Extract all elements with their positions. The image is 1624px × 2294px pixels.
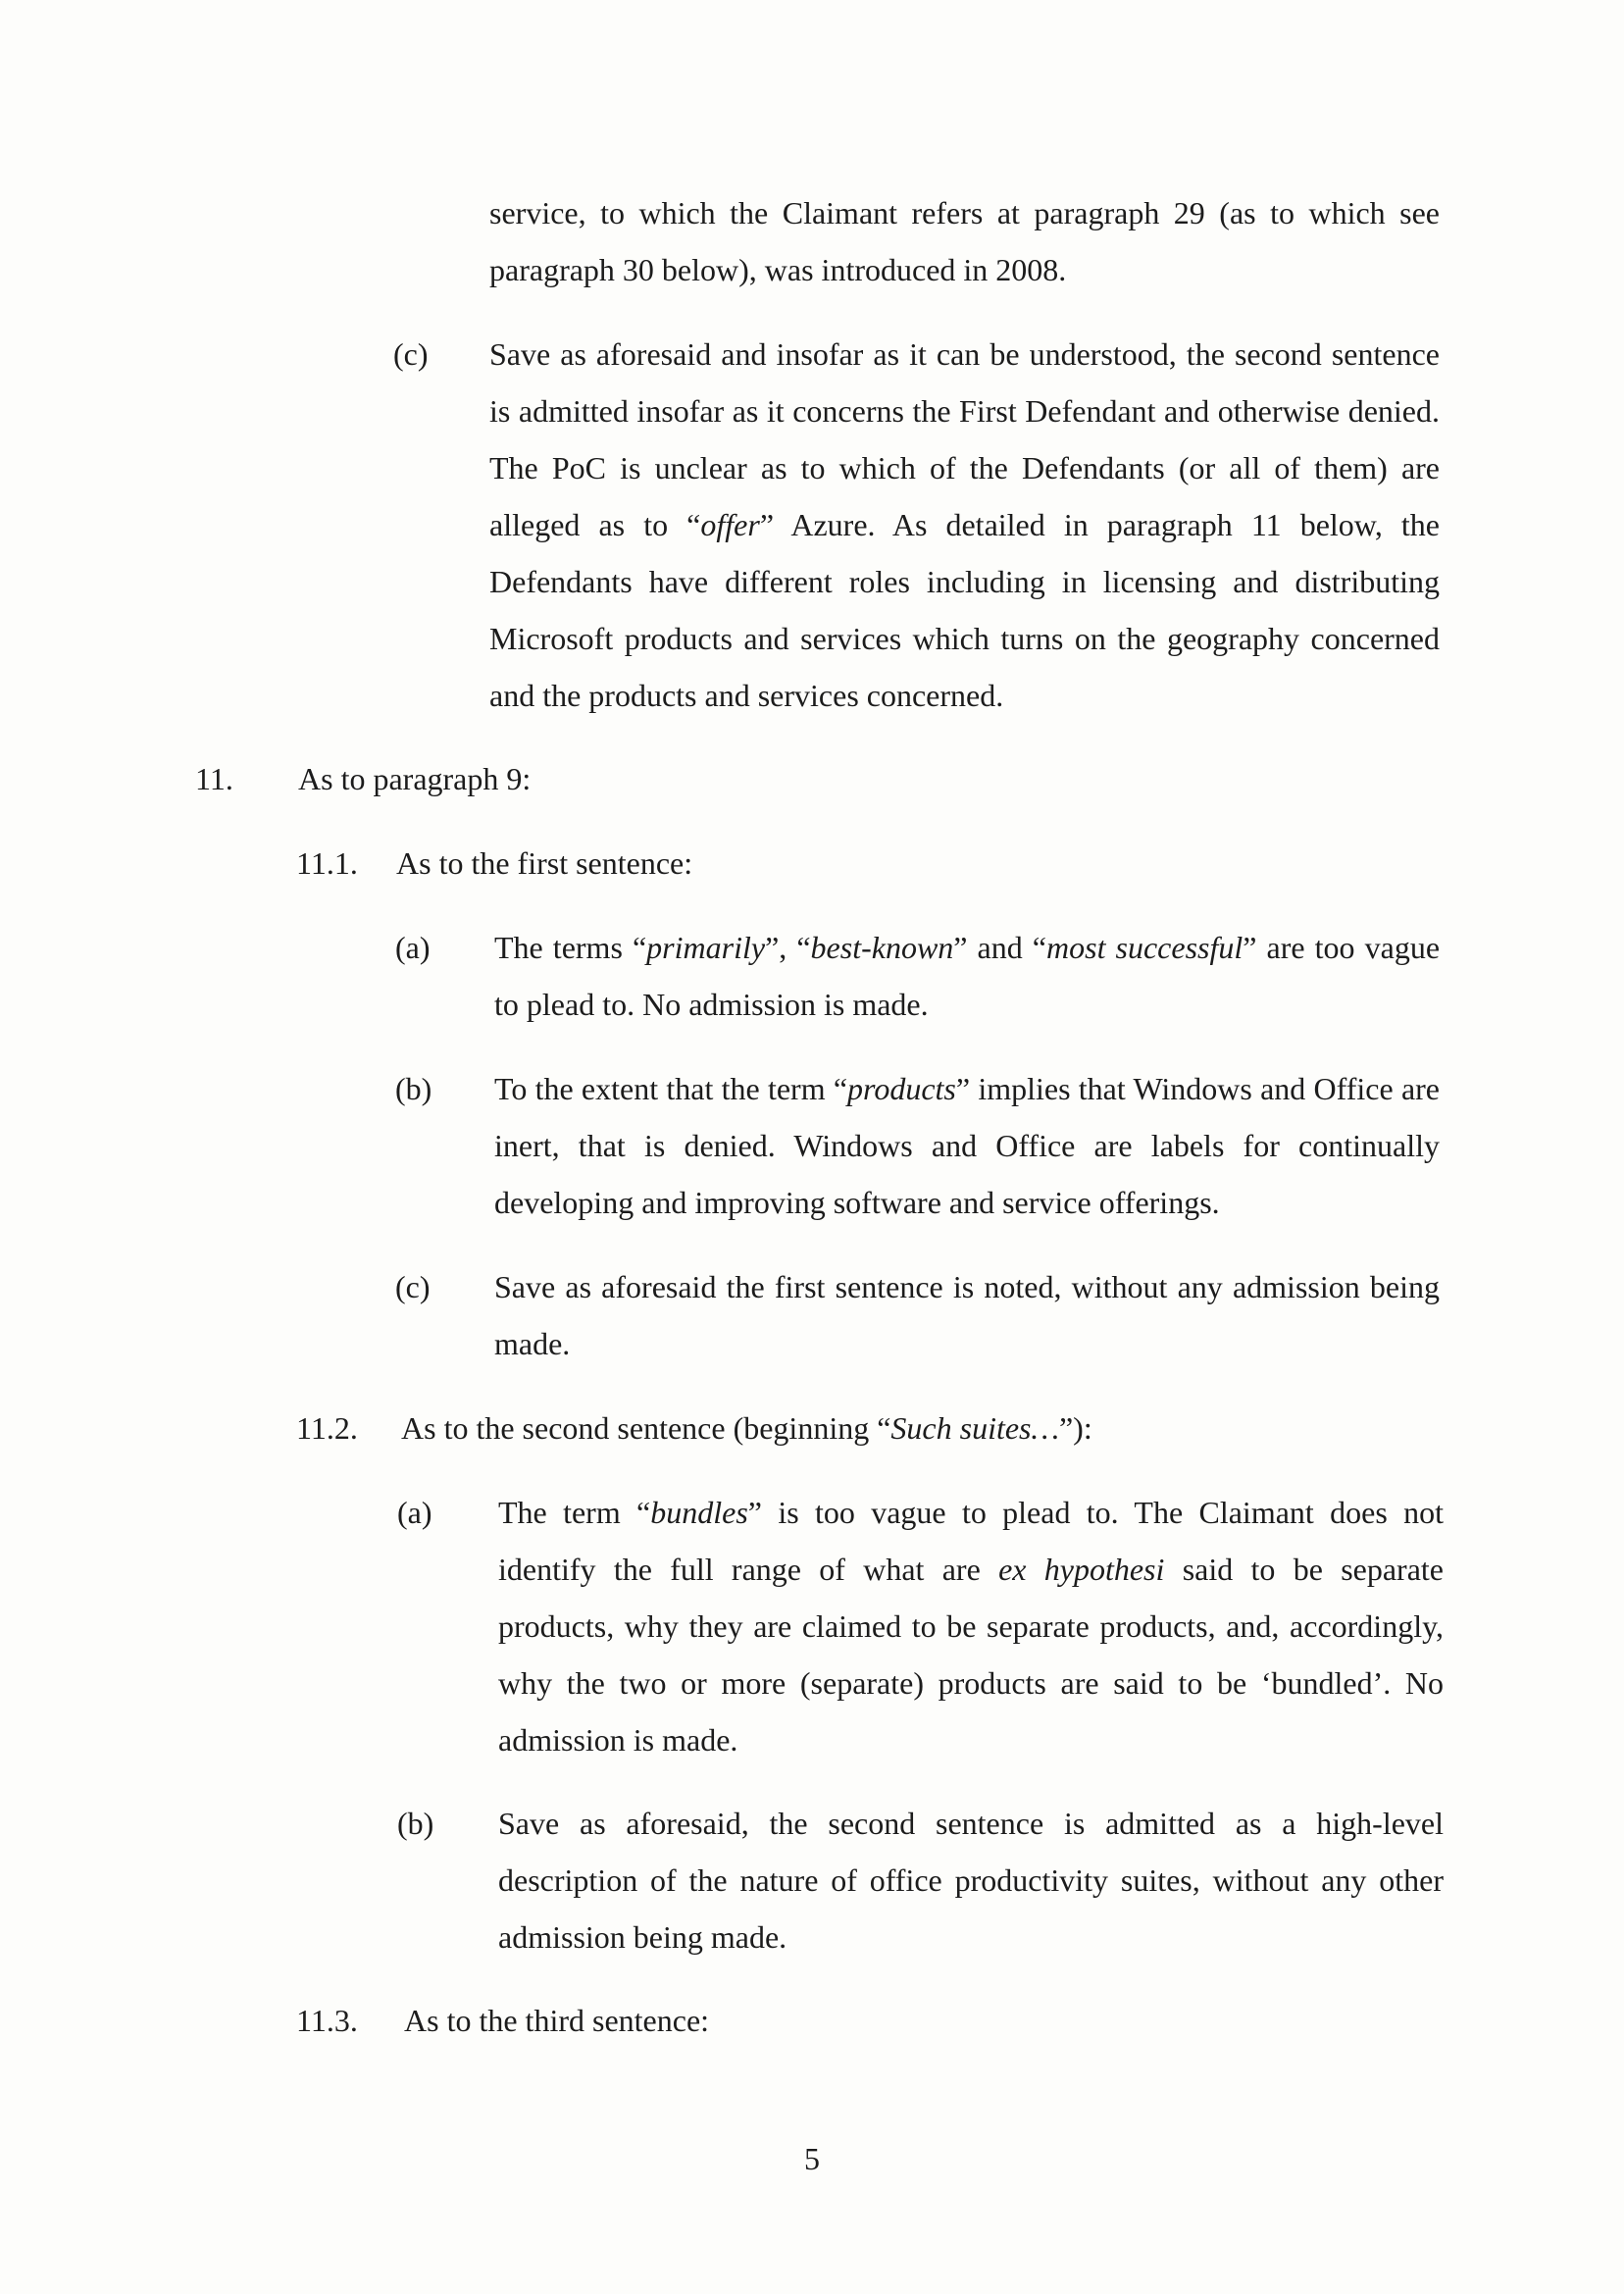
para-10c-italic-offer: offer (700, 507, 760, 542)
para-11-2b-text: Save as aforesaid, the second sentence is admitted as a high-level description of the nature of office productivity suites, without any other admission being made. (498, 1806, 1444, 1955)
para-11-2b-label: (b) (397, 1806, 434, 1841)
para-11-1b-text: To the extent that the term “products” implies that Windows and Office are inert, that is denied. Windows and Office are labels for continually developing and improving software and service offerings. (494, 1071, 1441, 1220)
para-11-2a-label: (a) (397, 1495, 432, 1530)
para-11-1a-label: (a) (395, 930, 431, 965)
page-number: 5 (804, 2141, 820, 2176)
para-11-2-number: 11.2. (296, 1410, 358, 1446)
para-11-3-number: 11.3. (296, 2003, 358, 2038)
para-11-1a-text: The terms “primarily”, “best-known” and “most successful” are too vague to plead to. No admission is made. (494, 930, 1441, 1022)
para-11-1-heading: As to the first sentence: (396, 845, 693, 881)
para-10c-label: (c) (393, 336, 429, 372)
para-11-2a-text: The term “bundles” is too vague to plead to. The Claimant does not identify the full range of what are ex hypothesi said to be separate products, why they are claimed to be separate products, and, accordingly, why the two or more (separate) products are said to be ‘bundled’. No admission is made. (498, 1495, 1445, 1758)
para-11-2-heading: As to the second sentence (beginning “Such suites…”): (401, 1410, 1092, 1446)
para-11-1c-label: (c) (395, 1269, 431, 1304)
para-10c-text: Save as aforesaid and insofar as it can be understood, the second sentence is admitted insofar as it concerns the First Defendant and otherwise denied. The PoC is unclear as to which of the Defendants (or all of them) are alleged as to “offer” Azure. As detailed in paragraph 11 below, the Defendants have different roles including in licensing and distributing Microsoft products and services which turns on the geography concerned and the products and services concerned. (489, 336, 1441, 713)
para-11-3-heading: As to the third sentence: (404, 2003, 710, 2038)
para-11-1c-text: Save as aforesaid the first sentence is noted, without any admission being made. (494, 1269, 1440, 1361)
continuation-paragraph: service, to which the Claimant refers at paragraph 29 (as to which see paragraph 30 below), was introduced in 2008. (489, 195, 1440, 287)
para-11-number: 11. (195, 761, 233, 796)
para-11-1-number: 11.1. (296, 845, 358, 881)
para-11-heading: As to paragraph 9: (298, 761, 532, 796)
para-11-1b-label: (b) (395, 1071, 432, 1106)
